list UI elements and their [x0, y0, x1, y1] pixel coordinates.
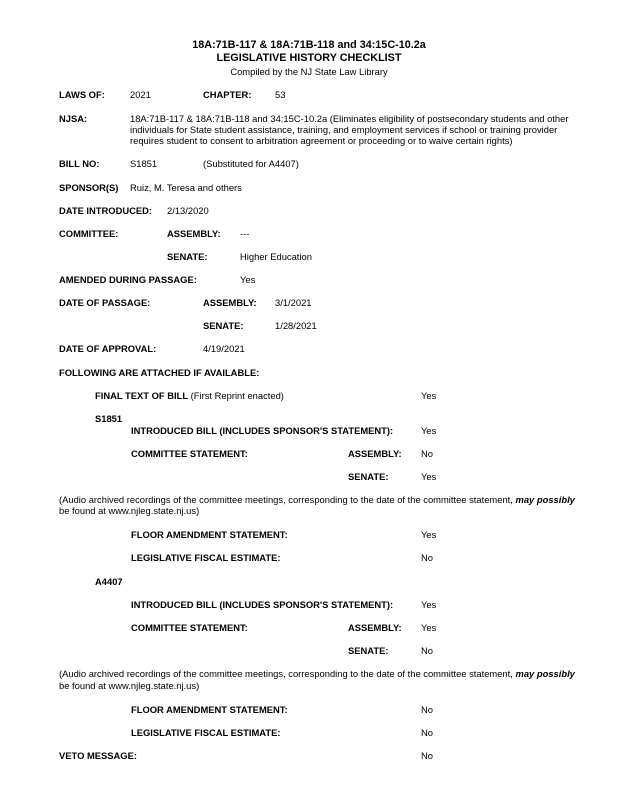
passage-senate-label: SENATE: [203, 320, 244, 331]
a4407-floor-value: No [421, 704, 433, 715]
s1851-introduced-value: Yes [421, 425, 437, 436]
s1851-floor-label: FLOOR AMENDMENT STATEMENT: [131, 529, 288, 540]
a4407-audio-line-2: be found at www.njleg.state.nj.us) [59, 680, 200, 691]
a4407-senate-value: No [421, 645, 433, 656]
a4407-audio-line-1: (Audio archived recordings of the committee meetings, corresponding to the date of the committee statement, may possibly [59, 668, 575, 679]
a4407-fiscal-value: No [421, 727, 433, 738]
s1851-introduced-label: INTRODUCED BILL (INCLUDES SPONSOR'S STATEMENT): [131, 425, 394, 436]
a4407-label: A4407 [95, 576, 123, 587]
a4407-floor-label: FLOOR AMENDMENT STATEMENT: [131, 704, 288, 715]
passage-assembly-value: 3/1/2021 [275, 297, 312, 308]
document-title: 18A:71B-117 & 18A:71B-118 and 34:15C-10.2a [192, 39, 426, 51]
s1851-fiscal-value: No [421, 552, 433, 563]
attached-heading: FOLLOWING ARE ATTACHED IF AVAILABLE: [59, 367, 260, 378]
s1851-audio-line-1: (Audio archived recordings of the committee meetings, corresponding to the date of the committee statement, may possibly [59, 494, 575, 505]
passage-senate-value: 1/28/2021 [275, 320, 317, 331]
a4407-committee-label: COMMITTEE STATEMENT: [131, 622, 248, 633]
final-text-note: (First Reprint enacted) [190, 390, 284, 401]
final-text-label: FINAL TEXT OF BILL [95, 390, 189, 401]
date-of-passage-label: DATE OF PASSAGE: [59, 297, 151, 308]
chapter-value: 53 [275, 89, 286, 100]
bill-no-label: BILL NO: [59, 158, 100, 169]
bill-no-note: (Substituted for A4407) [203, 158, 299, 169]
date-introduced-label: DATE INTRODUCED: [59, 205, 153, 216]
committee-assembly-label: ASSEMBLY: [167, 228, 221, 239]
date-of-approval-value: 4/19/2021 [203, 343, 245, 354]
committee-senate-value: Higher Education [240, 251, 312, 262]
veto-value: No [421, 750, 433, 761]
njsa-line-1: 18A:71B-117 & 18A:71B-118 and 34:15C-10.2a (Eliminates eligibility of postsecondary students and other [130, 113, 569, 124]
date-of-approval-label: DATE OF APPROVAL: [59, 343, 157, 354]
sponsors-value: Ruiz, M. Teresa and others [130, 182, 242, 193]
a4407-introduced-label: INTRODUCED BILL (INCLUDES SPONSOR'S STATEMENT): [131, 599, 394, 610]
passage-assembly-label: ASSEMBLY: [203, 297, 257, 308]
amended-value: Yes [240, 274, 256, 285]
veto-label: VETO MESSAGE: [59, 750, 137, 761]
s1851-label: S1851 [95, 413, 123, 424]
a4407-assembly-value: Yes [421, 622, 437, 633]
s1851-senate-value: Yes [421, 471, 437, 482]
committee-assembly-value: --- [240, 228, 250, 239]
a4407-assembly-label: ASSEMBLY: [348, 622, 402, 633]
a4407-introduced-value: Yes [421, 599, 437, 610]
committee-label: COMMITTEE: [59, 228, 119, 239]
committee-senate-label: SENATE: [167, 251, 208, 262]
laws-of-label: LAWS OF: [59, 89, 105, 100]
final-text-value: Yes [421, 390, 437, 401]
a4407-senate-label: SENATE: [348, 645, 389, 656]
s1851-floor-value: Yes [421, 529, 437, 540]
njsa-label: NJSA: [59, 113, 88, 124]
document-subtitle: LEGISLATIVE HISTORY CHECKLIST [216, 52, 402, 64]
s1851-fiscal-label: LEGISLATIVE FISCAL ESTIMATE: [131, 552, 281, 563]
s1851-assembly-label: ASSEMBLY: [348, 448, 402, 459]
s1851-senate-label: SENATE: [348, 471, 389, 482]
compiled-by: Compiled by the NJ State Law Library [230, 66, 388, 77]
s1851-committee-label: COMMITTEE STATEMENT: [131, 448, 248, 459]
final-text-row [95, 390, 284, 401]
laws-of-value: 2021 [130, 89, 151, 100]
a4407-fiscal-label: LEGISLATIVE FISCAL ESTIMATE: [131, 727, 281, 738]
bill-no-value: S1851 [130, 158, 158, 169]
a4407-audio-emphasis: may possibly [515, 668, 575, 679]
njsa-line-3: requires student to consent to arbitration agreement or proceeding or to waive certain rights) [130, 135, 513, 146]
s1851-audio-line-2: be found at www.njleg.state.nj.us) [59, 505, 200, 516]
sponsors-label: SPONSOR(S) [59, 182, 119, 193]
chapter-label: CHAPTER: [203, 89, 252, 100]
date-introduced-value: 2/13/2020 [167, 205, 209, 216]
s1851-audio-emphasis: may possibly [515, 494, 575, 505]
s1851-assembly-value: No [421, 448, 433, 459]
njsa-line-2: individuals for State student assistance, training, and employment services if school or training provider [130, 124, 558, 135]
amended-label: AMENDED DURING PASSAGE: [59, 274, 197, 285]
